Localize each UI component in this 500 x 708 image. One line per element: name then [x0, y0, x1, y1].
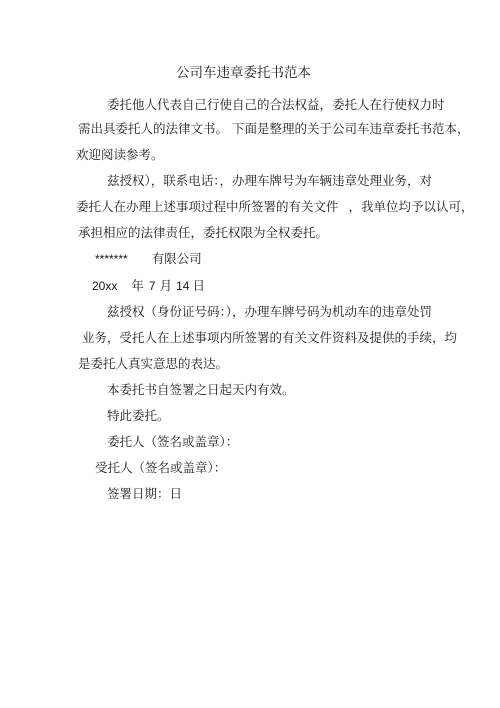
- closing-statement: 特此委托。: [107, 408, 170, 423]
- para1-line-3: 承担相应的法律责任，委托权限为全权委托。: [78, 225, 329, 240]
- date-year: 20xx: [92, 279, 118, 293]
- agent-signature-line: 受托人（签名或盖章）：: [95, 460, 227, 475]
- date-day: 14: [176, 279, 190, 293]
- para1-line-2: [76, 199, 474, 215]
- para2-line-3: 是委托人真实意思的表达。: [78, 356, 229, 371]
- date-month-unit: 月: [159, 278, 173, 293]
- signature-date-line: 签署日期：日: [107, 486, 183, 501]
- date-line: [92, 278, 205, 294]
- intro-line-2: 需出具委托人的法律文书。 下面是整理的关于公司车违章委托书范本，: [78, 121, 470, 136]
- para1-line-2-part-2: ，我单位均予以认可，: [348, 199, 474, 214]
- date-year-unit: 年: [131, 278, 144, 293]
- para2-line-1: 兹授权（身份证号码：），办理车牌号码为机动车的违章处罚: [107, 304, 433, 319]
- para1-line-1: 兹授权），联系电话：，办理车牌号为车辆违章处理业务，对: [107, 173, 433, 188]
- para1-line-2-part-1: 委托人在办理上述事项过程中所签署的有关文件: [76, 199, 339, 214]
- intro-line-3: 欢迎阅读参考。: [76, 147, 164, 162]
- date-day-unit: 日: [192, 278, 205, 293]
- company-line: [95, 251, 202, 267]
- validity-statement: 本委托书自签署之日起天内有效。: [107, 382, 295, 397]
- para2-line-2: 业务，受托人在上述事项内所签署的有关文件资料及提供的手续，均: [82, 330, 458, 345]
- intro-line-1: 委托他人代表自己行使自己的合法权益，委托人在行使权力时: [107, 97, 445, 112]
- principal-signature-line: 委托人（签名或盖章）：: [107, 434, 239, 449]
- document-title: 公司车违章委托书范本: [176, 65, 311, 81]
- company-name-suffix: 有限公司: [151, 251, 202, 266]
- company-name-placeholder: *******: [95, 252, 128, 266]
- date-month: 7: [148, 279, 156, 293]
